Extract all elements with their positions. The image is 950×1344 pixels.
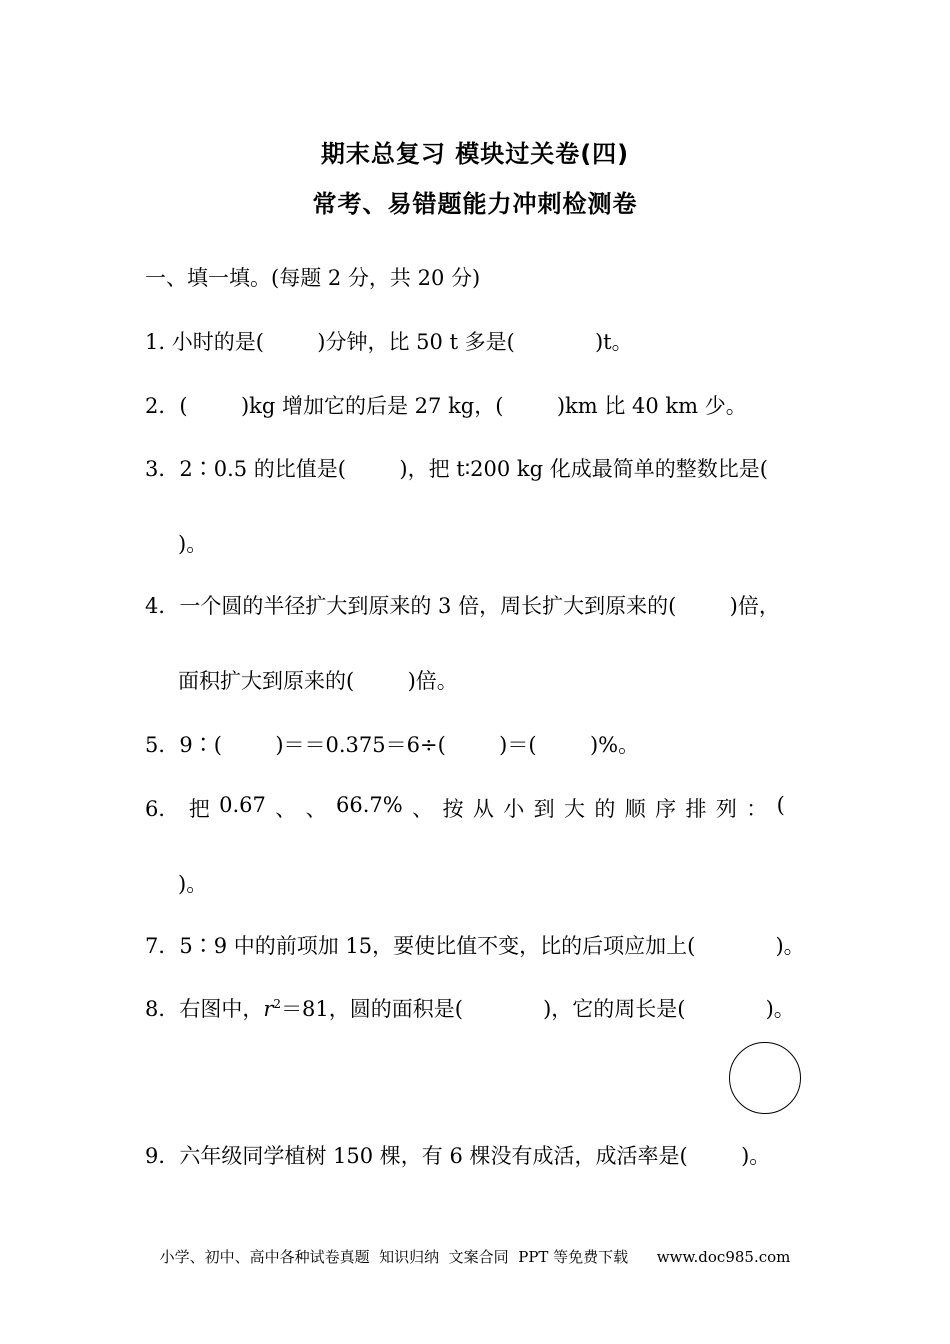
q6-token: 排 xyxy=(685,797,707,821)
q8-variable: r xyxy=(263,997,274,1021)
question-2: 2．( )kg 增加它的后是 27 kg，( )km 比 40 km 少。 xyxy=(145,394,747,418)
q6-token: 大 xyxy=(563,797,585,821)
q6-token: 、 xyxy=(275,797,297,821)
question-4-continuation: 面积扩大到原来的( )倍。 xyxy=(178,669,458,693)
q6-token: 小 xyxy=(503,797,525,821)
q8-prefix: 8．右图中， xyxy=(145,997,264,1021)
q8-exponent: 2 xyxy=(273,997,282,1011)
q6-token: 、 xyxy=(412,797,434,821)
question-1: 1. 小时的是( )分钟，比 50 t 多是( )t。 xyxy=(145,330,633,354)
q8-suffix: ＝81，圆的面积是( )，它的周长是( )。 xyxy=(281,997,795,1021)
q6-token: 、 xyxy=(305,797,327,821)
question-3: 3．2∶0.5 的比值是( )，把 t∶200 kg 化成最简单的整数比是( xyxy=(145,457,768,481)
q6-token: 从 xyxy=(472,797,494,821)
question-6 xyxy=(145,793,785,823)
page-subtitle: 常考、易错题能力冲刺检测卷 xyxy=(312,190,638,218)
q6-token: ： xyxy=(746,797,768,821)
q6-token: 列 xyxy=(715,797,737,821)
q6-token: 6． xyxy=(145,797,180,821)
question-5: 5．9∶( )＝＝0.375＝6÷( )＝( )%。 xyxy=(145,733,640,757)
page-title: 期末总复习 模块过关卷(四) xyxy=(320,140,630,168)
q6-token: 到 xyxy=(533,797,555,821)
question-8 xyxy=(145,993,795,1023)
question-3-continuation: )。 xyxy=(178,532,208,556)
section-heading: 一、填一填。(每题 2 分，共 20 分) xyxy=(145,266,481,290)
q6-token: 的 xyxy=(594,797,616,821)
circle-figure xyxy=(729,1042,801,1114)
q6-token: 顺 xyxy=(624,797,646,821)
q6-token: 序 xyxy=(655,797,677,821)
q6-token: 把 xyxy=(188,797,210,821)
question-7: 7．5∶9 中的前项加 15，要使比值不变，比的后项应加上( )。 xyxy=(145,934,805,958)
question-9: 9．六年级同学植树 150 棵，有 6 棵没有成活，成活率是( )。 xyxy=(145,1144,771,1168)
q6-token: 66.7% xyxy=(336,793,403,817)
question-4: 4．一个圆的半径扩大到原来的 3 倍，周长扩大到原来的( )倍， xyxy=(145,594,780,618)
q6-token: ( xyxy=(776,793,785,817)
page-footer: 小学、初中、高中各种试卷真题 知识归纳 文案合同 PPT 等免费下载 www.doc985.com xyxy=(159,1248,791,1266)
question-6-continuation: )。 xyxy=(178,872,208,896)
q6-token: 0.67 xyxy=(219,793,266,817)
q6-token: 按 xyxy=(442,797,464,821)
